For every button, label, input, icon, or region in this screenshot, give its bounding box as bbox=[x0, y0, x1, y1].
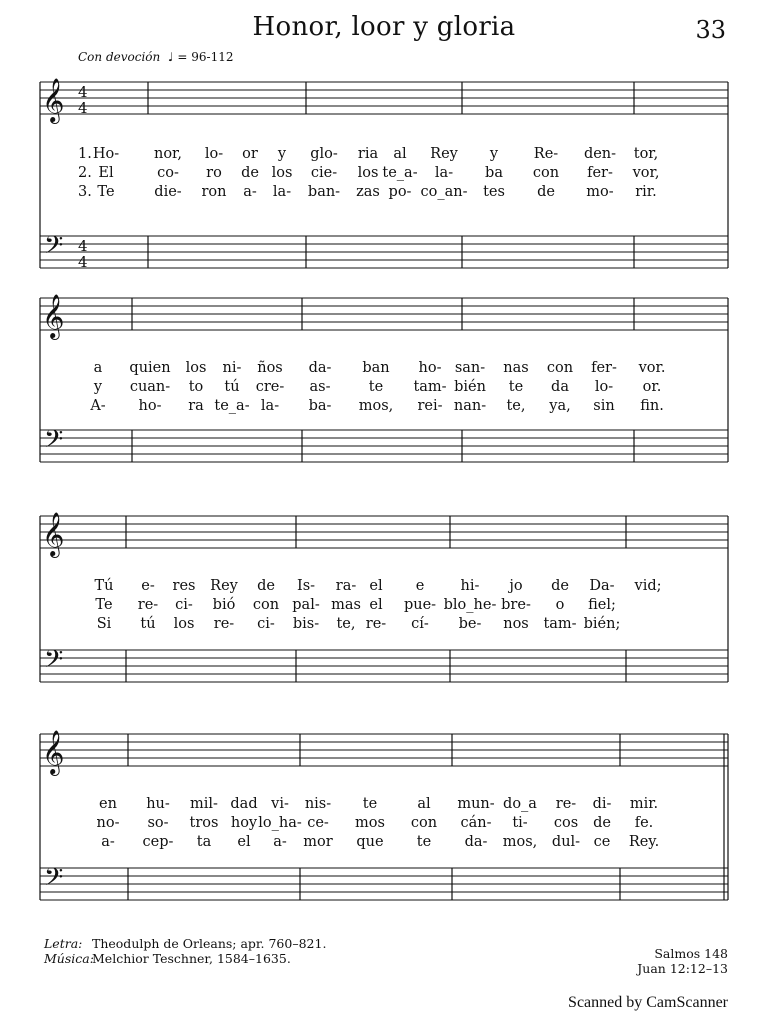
lyric-syllable: y bbox=[93, 379, 103, 395]
lyric-syllable: ba bbox=[485, 165, 503, 181]
lyric-syllable: el bbox=[369, 578, 383, 594]
lyric-syllable: lo- bbox=[594, 379, 614, 395]
reference-john: Juan 12:12–13 bbox=[637, 961, 728, 976]
lyric-syllable: te_a- bbox=[382, 165, 418, 181]
music-label: Música: bbox=[44, 951, 94, 966]
lyric-syllable: co_an- bbox=[420, 184, 468, 200]
lyric-syllable: los bbox=[357, 165, 379, 181]
lyric-syllable: El bbox=[98, 165, 114, 181]
lyric-syllable: de bbox=[593, 815, 611, 831]
lyric-syllable: te bbox=[416, 834, 432, 850]
lyric-syllable: zas bbox=[356, 184, 380, 200]
metronome-value: = 96-112 bbox=[177, 50, 234, 64]
lyric-syllable: y bbox=[277, 146, 287, 162]
lyric-syllable: con bbox=[546, 360, 574, 376]
scanner-watermark: Scanned by CamScanner bbox=[568, 994, 728, 1011]
lyric-syllable: ron bbox=[201, 184, 227, 200]
lyric-syllable: y bbox=[489, 146, 499, 162]
lyric-line bbox=[0, 184, 768, 204]
lyric-line bbox=[0, 398, 768, 418]
lyric-syllable: Ho- bbox=[92, 146, 120, 162]
lyric-syllable: te bbox=[368, 379, 384, 395]
bass-clef-icon: 𝄢 bbox=[44, 231, 64, 266]
lyric-syllable: bién; bbox=[583, 616, 621, 632]
lyric-syllable: tam- bbox=[413, 379, 447, 395]
lyric-syllable: e- bbox=[141, 578, 155, 594]
lyric-syllable: san- bbox=[454, 360, 486, 376]
lyric-syllable: bis- bbox=[292, 616, 320, 632]
lyric-syllable: e bbox=[415, 578, 425, 594]
lyric-syllable: dad bbox=[230, 796, 258, 812]
lyric-syllable: con bbox=[410, 815, 438, 831]
lyric-syllable: o bbox=[555, 597, 565, 613]
credits bbox=[44, 936, 326, 966]
lyric-syllable: te bbox=[362, 796, 378, 812]
lyric-syllable: rir. bbox=[635, 184, 657, 200]
lyric-syllable: ban bbox=[362, 360, 390, 376]
lyric-syllable: ci- bbox=[175, 597, 193, 613]
lyric-syllable: co- bbox=[157, 165, 179, 181]
hymn-title: Honor, loor y gloria bbox=[252, 12, 516, 42]
lyric-syllable: Rey. bbox=[628, 834, 660, 850]
lyric-syllable: de bbox=[537, 184, 555, 200]
lyric-syllable: dul- bbox=[551, 834, 581, 850]
lyric-line bbox=[0, 616, 768, 636]
lyric-syllable: el bbox=[369, 597, 383, 613]
lyric-syllable: los bbox=[185, 360, 207, 376]
verse-number: 3. bbox=[78, 184, 92, 200]
lyric-line bbox=[0, 834, 768, 854]
music-composer: Melchior Teschner, 1584–1635. bbox=[92, 951, 291, 966]
text-author: Theodulph de Orleans; apr. 760–821. bbox=[92, 936, 327, 951]
lyric-syllable: vor, bbox=[632, 165, 660, 181]
lyric-syllable: al bbox=[417, 796, 431, 812]
time-signature-numerator: 4 bbox=[78, 237, 88, 255]
verse-number: 1. bbox=[78, 146, 92, 162]
lyric-syllable: fin. bbox=[640, 398, 664, 414]
scripture-references bbox=[637, 946, 728, 976]
lyric-syllable: re- bbox=[213, 616, 235, 632]
lyric-syllable: ni- bbox=[222, 360, 242, 376]
lyric-syllable: mir. bbox=[629, 796, 659, 812]
lyric-syllable: cí- bbox=[411, 616, 429, 632]
lyric-syllable: al bbox=[393, 146, 407, 162]
treble-clef-icon: 𝄞 bbox=[42, 78, 65, 122]
lyric-syllable: fe. bbox=[634, 815, 654, 831]
lyric-syllable: mos, bbox=[502, 834, 538, 850]
lyric-syllable: ra- bbox=[335, 578, 357, 594]
lyric-syllable: bién bbox=[454, 379, 486, 395]
lyric-syllable: sin bbox=[593, 398, 615, 414]
lyric-syllable: rei- bbox=[417, 398, 443, 414]
bass-clef-icon: 𝄢 bbox=[44, 645, 64, 680]
lyric-syllable: en bbox=[99, 796, 117, 812]
lyric-syllable: ti- bbox=[512, 815, 528, 831]
lyric-syllable: mor bbox=[303, 834, 333, 850]
lyric-syllable: a- bbox=[273, 834, 287, 850]
lyric-syllable: nor, bbox=[153, 146, 183, 162]
lyric-syllable: do_a bbox=[503, 796, 537, 812]
music-system-2 bbox=[0, 288, 768, 518]
lyric-syllable: nos bbox=[503, 616, 529, 632]
lyric-syllable: tor, bbox=[633, 146, 659, 162]
lyric-syllable: hoy bbox=[230, 815, 258, 831]
lyric-syllable: la- bbox=[434, 165, 454, 181]
lyric-syllable: bre- bbox=[501, 597, 531, 613]
lyric-syllable: ban- bbox=[307, 184, 341, 200]
hymn-number: 33 bbox=[695, 16, 726, 44]
reference-psalm: Salmos 148 bbox=[654, 946, 728, 961]
lyric-syllable: de bbox=[241, 165, 259, 181]
lyric-syllable: re- bbox=[555, 796, 577, 812]
lyric-syllable: cuan- bbox=[129, 379, 171, 395]
treble-clef-icon: 𝄞 bbox=[42, 730, 65, 774]
lyric-syllable: cep- bbox=[142, 834, 174, 850]
lyric-syllable: los bbox=[271, 165, 293, 181]
lyric-syllable: da- bbox=[464, 834, 488, 850]
bass-clef-icon: 𝄢 bbox=[44, 425, 64, 460]
lyric-syllable: mos bbox=[355, 815, 385, 831]
lyric-syllable: hu- bbox=[146, 796, 170, 812]
lyric-syllable: re- bbox=[365, 616, 387, 632]
lyric-syllable: pue- bbox=[403, 597, 437, 613]
lyric-syllable: Te bbox=[95, 597, 113, 613]
lyric-syllable: de bbox=[257, 578, 275, 594]
treble-clef-icon: 𝄞 bbox=[42, 512, 65, 556]
lyric-syllable: ce- bbox=[307, 815, 329, 831]
music-system-1 bbox=[0, 60, 768, 290]
lyric-syllable: da- bbox=[308, 360, 332, 376]
lyric-syllable: mos, bbox=[358, 398, 394, 414]
lyric-syllable: den- bbox=[583, 146, 617, 162]
time-signature-denominator: 4 bbox=[78, 99, 88, 117]
lyric-syllable: quien bbox=[129, 360, 171, 376]
lyric-syllable: glo- bbox=[310, 146, 338, 162]
lyric-line bbox=[0, 146, 768, 166]
time-signature-numerator: 4 bbox=[78, 83, 88, 101]
lyric-line bbox=[0, 165, 768, 185]
lyric-syllable: tam- bbox=[543, 616, 577, 632]
lyric-syllable: fer- bbox=[587, 165, 613, 181]
lyric-syllable: di- bbox=[592, 796, 612, 812]
lyric-syllable: tú bbox=[224, 379, 240, 395]
lyric-line bbox=[0, 360, 768, 380]
lyric-syllable: to bbox=[188, 379, 204, 395]
lyric-syllable: con bbox=[532, 165, 560, 181]
lyric-syllable: Rey bbox=[430, 146, 458, 162]
lyric-syllable: ba- bbox=[308, 398, 332, 414]
lyric-syllable: ños bbox=[257, 360, 283, 376]
lyric-syllable: or. bbox=[642, 379, 662, 395]
lyric-line bbox=[0, 379, 768, 399]
lyric-syllable: a bbox=[93, 360, 103, 376]
lyric-syllable: ho- bbox=[418, 360, 442, 376]
lyric-syllable: mun- bbox=[457, 796, 495, 812]
lyric-syllable: Rey bbox=[210, 578, 238, 594]
lyric-syllable: vi- bbox=[271, 796, 289, 812]
lyric-line bbox=[0, 796, 768, 816]
lyric-syllable: lo- bbox=[204, 146, 224, 162]
lyric-syllable: con bbox=[252, 597, 280, 613]
lyric-syllable: ho- bbox=[138, 398, 162, 414]
lyric-syllable: nas bbox=[503, 360, 529, 376]
lyric-syllable: no- bbox=[96, 815, 120, 831]
lyric-syllable: be- bbox=[458, 616, 482, 632]
lyric-syllable: ce bbox=[593, 834, 611, 850]
lyric-syllable: te bbox=[508, 379, 524, 395]
lyric-line bbox=[0, 578, 768, 598]
quarter-note-icon: ♩ bbox=[167, 50, 174, 64]
lyric-syllable: cie- bbox=[310, 165, 338, 181]
lyric-line bbox=[0, 815, 768, 835]
lyric-syllable: bió bbox=[212, 597, 236, 613]
lyric-syllable: fer- bbox=[591, 360, 617, 376]
lyric-syllable: pal- bbox=[292, 597, 320, 613]
lyric-syllable: Tú bbox=[94, 578, 114, 594]
lyric-syllable: cre- bbox=[255, 379, 285, 395]
lyric-syllable: Is- bbox=[296, 578, 316, 594]
verse-number: 2. bbox=[78, 165, 92, 181]
treble-clef-icon: 𝄞 bbox=[42, 294, 65, 338]
lyric-syllable: tú bbox=[140, 616, 156, 632]
lyric-syllable: fiel; bbox=[588, 597, 616, 613]
lyric-syllable: el bbox=[237, 834, 251, 850]
bass-clef-icon: 𝄢 bbox=[44, 863, 64, 898]
lyric-syllable: a- bbox=[101, 834, 115, 850]
lyric-syllable: la- bbox=[272, 184, 292, 200]
lyric-syllable: hi- bbox=[460, 578, 480, 594]
tempo-text: Con devoción bbox=[78, 50, 161, 64]
lyric-syllable: ra bbox=[188, 398, 204, 414]
lyric-syllable: nis- bbox=[304, 796, 332, 812]
text-label: Letra: bbox=[44, 936, 83, 951]
time-signature-denominator: 4 bbox=[78, 253, 88, 271]
lyric-syllable: tes bbox=[483, 184, 505, 200]
lyric-syllable: Re- bbox=[533, 146, 559, 162]
lyric-syllable: ria bbox=[357, 146, 379, 162]
lyric-syllable: die- bbox=[154, 184, 182, 200]
lyric-syllable: los bbox=[173, 616, 195, 632]
music-system-4 bbox=[0, 724, 768, 954]
lyric-syllable: te, bbox=[506, 398, 526, 414]
lyric-syllable: mil- bbox=[190, 796, 218, 812]
lyric-syllable: res bbox=[172, 578, 196, 594]
music-system-3 bbox=[0, 508, 768, 738]
lyric-syllable: re- bbox=[137, 597, 159, 613]
lyric-syllable: as- bbox=[309, 379, 331, 395]
lyric-syllable: Si bbox=[96, 616, 112, 632]
lyric-syllable: vor. bbox=[638, 360, 666, 376]
lyric-syllable: nan- bbox=[453, 398, 487, 414]
lyric-syllable: ta bbox=[196, 834, 212, 850]
lyric-syllable: so- bbox=[147, 815, 169, 831]
lyric-syllable: a- bbox=[243, 184, 257, 200]
lyric-syllable: cos bbox=[553, 815, 579, 831]
lyric-syllable: blo_he- bbox=[443, 597, 497, 613]
lyric-syllable: vid; bbox=[634, 578, 662, 594]
lyric-syllable: A- bbox=[90, 398, 106, 414]
lyric-syllable: mas bbox=[331, 597, 361, 613]
lyric-syllable: ro bbox=[206, 165, 222, 181]
lyric-syllable: ya, bbox=[549, 398, 571, 414]
lyric-syllable: da bbox=[551, 379, 569, 395]
lyric-syllable: Te bbox=[97, 184, 115, 200]
lyric-syllable: que bbox=[356, 834, 384, 850]
lyric-syllable: te_a- bbox=[214, 398, 250, 414]
lyric-syllable: Da- bbox=[589, 578, 615, 594]
lyric-line bbox=[0, 597, 768, 617]
lyric-syllable: or bbox=[242, 146, 258, 162]
lyric-syllable: cán- bbox=[460, 815, 492, 831]
lyric-syllable: jo bbox=[509, 578, 523, 594]
lyric-syllable: tros bbox=[189, 815, 219, 831]
lyric-syllable: ci- bbox=[257, 616, 275, 632]
lyric-syllable: po- bbox=[388, 184, 412, 200]
lyric-syllable: te, bbox=[336, 616, 356, 632]
lyric-syllable: mo- bbox=[586, 184, 614, 200]
lyric-syllable: de bbox=[551, 578, 569, 594]
lyric-syllable: la- bbox=[260, 398, 280, 414]
lyric-syllable: lo_ha- bbox=[258, 815, 302, 831]
